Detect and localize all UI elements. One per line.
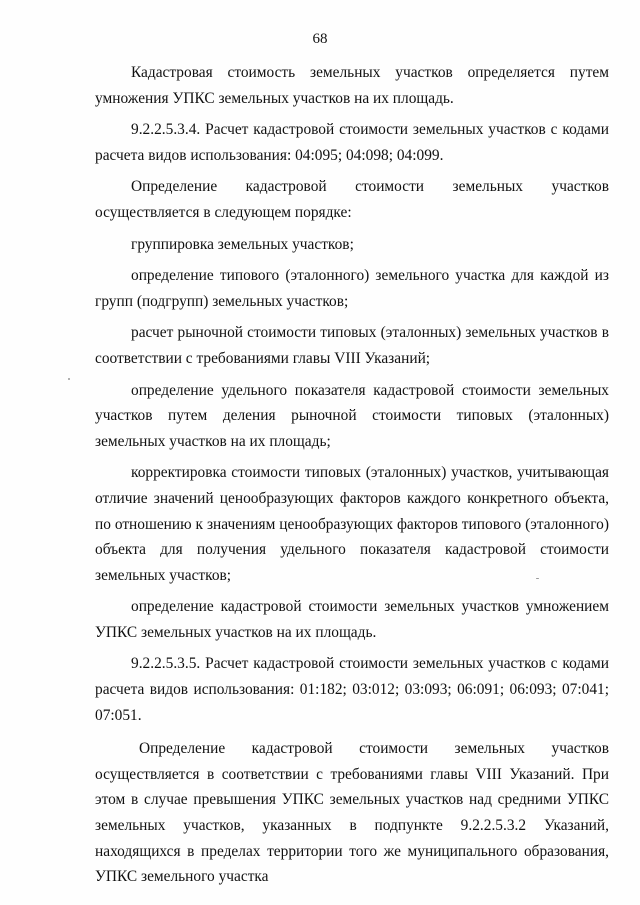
paragraph: корректировка стоимости типовых (эталонных) участков, учитывающая отличие значений ценообразующих факторов каждого конкретного объекта, по отношению к значениям ценообразующих факторов типового (эталонного) объекта для получения удельного показателя кадастровой стоимости земельных участков; (95, 464, 609, 584)
paragraph: 9.2.2.5.3.5. Расчет кадастровой стоимости земельных участков с кодами расчета видов использования: 01:182; 03:012; 03:093; 06:091; 06:093; 07:041; 07:051. (95, 655, 609, 724)
paragraph: Кадастровая стоимость земельных участков определяется путем умножения УПКС земельных участков на их площадь. (95, 64, 609, 107)
scan-speck (536, 578, 539, 579)
scan-speck (68, 378, 70, 380)
paragraph: расчет рыночной стоимости типовых (эталонных) земельных участков в соответствии с требованиями главы VIII Указаний; (95, 324, 609, 367)
paragraph: 9.2.2.5.3.4. Расчет кадастровой стоимости земельных участков с кодами расчета видов использования: 04:095; 04:098; 04:099. (95, 121, 609, 164)
paragraph: Определение кадастровой стоимости земельных участков осуществляется в соответствии с требованиями главы VIII Указаний. При этом в случае превышения УПКС земельных участков над средними УПКС земельных участков, указанных в подпункте 9.2.2.5.3.2 Указаний, находящихся в пределах территории того же муниципального образования, УПКС земельного участка (95, 740, 609, 886)
paragraph: определение кадастровой стоимости земельных участков умножением УПКС земельных участков на их площадь. (95, 598, 609, 641)
page-number: 68 (312, 31, 328, 47)
paragraph: определение удельного показателя кадастровой стоимости земельных участков путем деления рыночной стоимости типовых (эталонных) земельных участков на их площадь; (95, 381, 609, 450)
paragraph: определение типового (эталонного) земельного участка для каждой из групп (подгрупп) земельных участков; (95, 267, 609, 310)
paragraph: группировка земельных участков; (131, 235, 354, 253)
paragraph: Определение кадастровой стоимости земельных участков осуществляется в следующем порядке: (95, 178, 609, 221)
document-body (95, 60, 609, 890)
